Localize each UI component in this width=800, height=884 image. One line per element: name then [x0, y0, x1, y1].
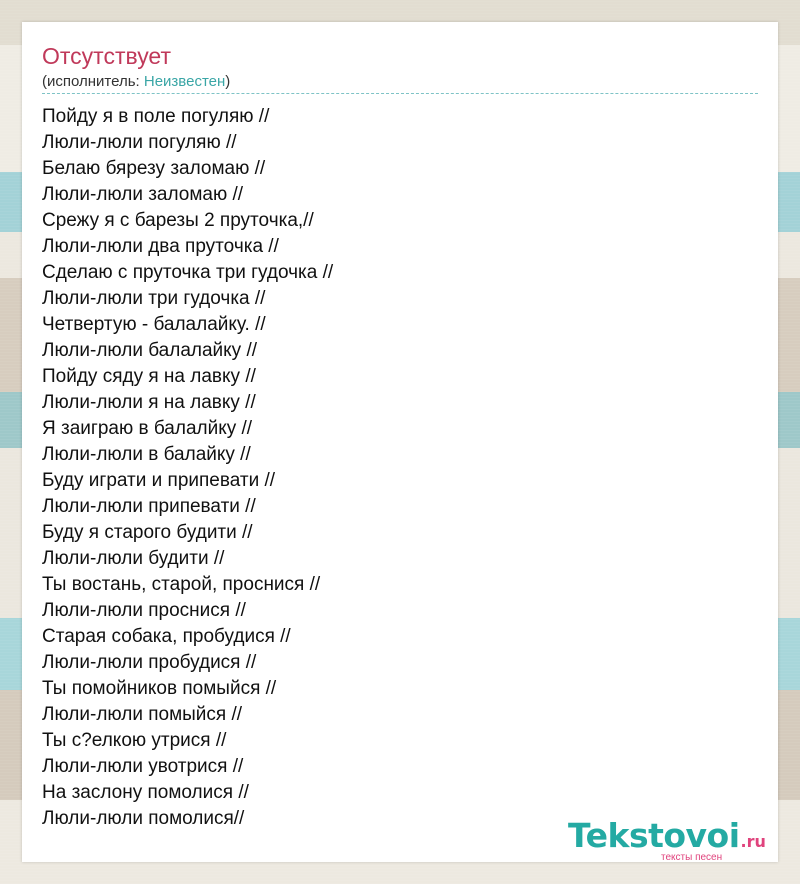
- lyric-line: Буду я старого будити //: [42, 522, 253, 543]
- lyric-line: Люли-люли три гудочка //: [42, 288, 266, 309]
- lyric-line: Люли-люли я на лавку //: [42, 392, 256, 413]
- performer-prefix: (исполнитель:: [42, 73, 144, 90]
- lyric-line: Люли-люли будити //: [42, 548, 225, 569]
- performer-link[interactable]: Неизвестен: [143, 73, 226, 90]
- lyric-line: Старая собака, пробудися //: [42, 626, 291, 647]
- lyric-line: Люли-люли два пруточка //: [42, 236, 279, 257]
- lyric-line: Люли-люли помыйся //: [42, 704, 243, 725]
- lyric-line: Люли-люли проснися //: [42, 600, 246, 621]
- lyric-line: Люли-люли увотрися //: [42, 756, 244, 777]
- performer-line: [42, 72, 230, 92]
- lyric-line: Пойду я в поле погуляю //: [42, 106, 270, 127]
- performer-suffix: ): [225, 73, 231, 90]
- lyric-line: Ты помойников помыйся //: [42, 678, 277, 699]
- lyric-line: Срежу я с барезы 2 пруточка,//: [42, 210, 314, 231]
- lyric-line: Люли-люли припевати //: [42, 496, 256, 517]
- logo-tld: .ru: [740, 832, 766, 851]
- lyric-line: Люли-люли балалайку //: [42, 340, 258, 361]
- lyric-line: Ты востань, старой, проснися //: [42, 574, 321, 595]
- lyric-line: Пойду сяду я на лавку //: [42, 366, 256, 387]
- lyric-line: Люли-люли пробудися //: [42, 652, 257, 673]
- lyric-line: Буду играти и припевати //: [42, 470, 276, 491]
- lyric-line: Люли-люли заломаю //: [42, 184, 244, 205]
- lyric-line: Белаю бярезу заломаю //: [42, 158, 266, 179]
- lyric-line: Люли-люли в балайку //: [42, 444, 251, 465]
- logo-tagline: тексты песен: [661, 852, 723, 863]
- divider: [42, 93, 758, 94]
- lyric-line: Ты с?елкою утрися //: [42, 730, 227, 751]
- lyric-line: Четвертую - балалайку. //: [42, 314, 266, 335]
- song-title: Отсутствует: [42, 43, 171, 69]
- logo-name: Tekstovoi: [568, 816, 740, 855]
- lyric-line: Люли-люли погуляю //: [42, 132, 237, 153]
- lyric-line: Сделаю с пруточка три гудочка //: [42, 262, 334, 283]
- tekstovoi-logo[interactable]: [568, 816, 778, 862]
- lyric-line: На заслону помолися //: [42, 782, 249, 803]
- lyric-line: Люли-люли помолися//: [42, 808, 245, 829]
- lyrics-text: [42, 104, 333, 832]
- lyrics-panel: [22, 22, 778, 862]
- lyric-line: Я заиграю в балалйку //: [42, 418, 253, 439]
